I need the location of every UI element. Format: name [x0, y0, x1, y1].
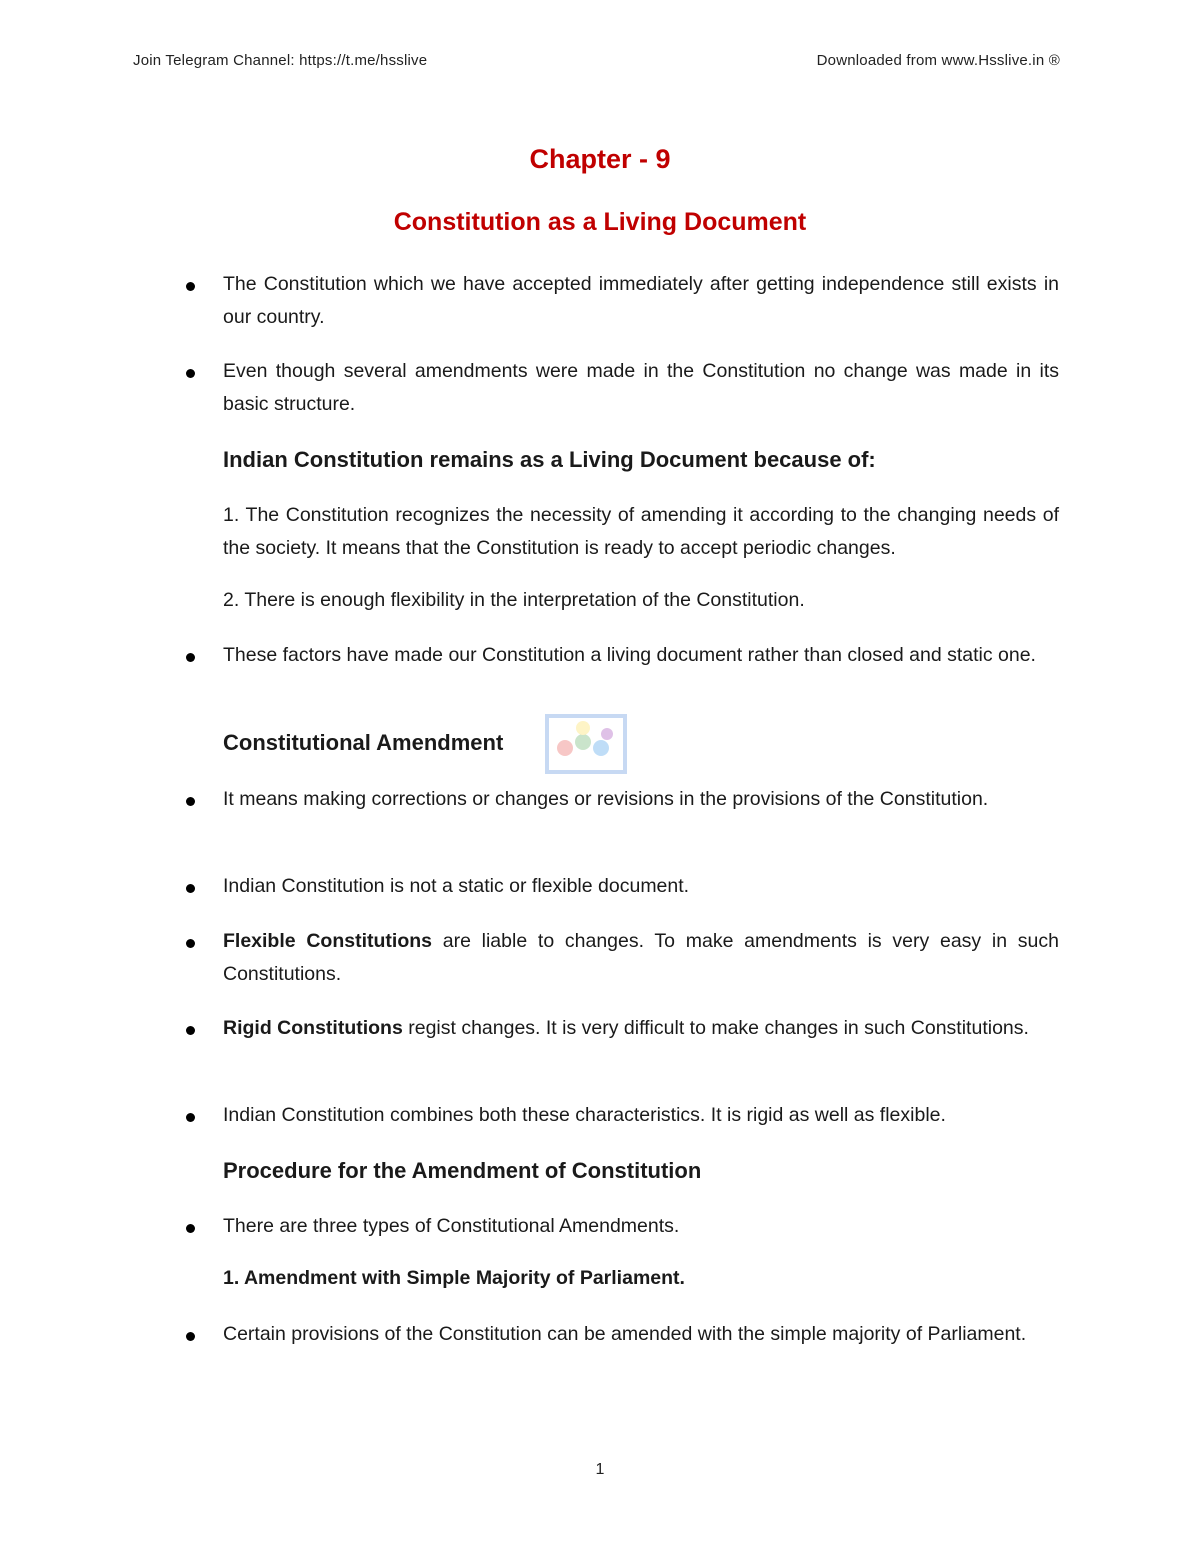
document-title: Constitution as a Living Document — [393, 208, 807, 236]
bullet-dot — [186, 797, 195, 806]
bullet-dot — [186, 1113, 195, 1122]
header-telegram-text: Join Telegram Channel: https://t.me/hsslive — [133, 52, 428, 69]
list-item: It means making corrections or changes or revisions in the provisions of the Constitution. — [223, 788, 989, 810]
section-heading-procedure: Procedure for the Amendment of Constitution — [223, 1158, 702, 1183]
section-heading-constitutional-amendment: Constitutional Amendment — [223, 730, 504, 755]
bullet-dot — [186, 369, 195, 378]
flexible-constitutions-term: Flexible Constitutions — [223, 930, 432, 952]
list-item: Indian Constitution combines both these characteristics. It is rigid as well as flexible. — [223, 1104, 946, 1126]
hsslive-logo-icon — [543, 712, 629, 784]
flexible-constitutions-text: are liable to changes. To make amendments is very easy in such Constitutions. — [223, 930, 1059, 985]
bullet-dot — [186, 884, 195, 893]
list-item: Certain provisions of the Constitution can be amended with the simple majority of Parliament. — [223, 1323, 1027, 1345]
bullet-dot — [186, 939, 195, 948]
list-item: Even though several amendments were made in the Constitution no change was made in its basic structure. — [223, 360, 1059, 415]
list-item-rigid — [223, 1012, 1059, 1045]
bullet-dot — [186, 282, 195, 291]
rigid-constitutions-term: Rigid Constitutions — [223, 1017, 403, 1039]
bullet-dot — [186, 1224, 195, 1233]
page-number: 1 — [595, 1461, 605, 1478]
section-heading-living-document: Indian Constitution remains as a Living Document because of: — [223, 447, 876, 472]
chapter-title: Chapter - 9 — [529, 144, 671, 174]
list-item-flexible — [223, 925, 1059, 991]
bullet-dot — [186, 1026, 195, 1035]
bullet-dot — [186, 653, 195, 662]
numbered-point: 1. The Constitution recognizes the necessity of amending it according to the changing needs of the society. It means that the Constitution is ready to accept periodic changes. — [223, 504, 1059, 559]
list-item: There are three types of Constitutional Amendments. — [223, 1215, 680, 1237]
list-item: Indian Constitution is not a static or flexible document. — [223, 875, 690, 897]
rigid-constitutions-text: regist changes. It is very difficult to make changes in such Constitutions. — [402, 1017, 1029, 1039]
list-item: These factors have made our Constitution a living document rather than closed and static one. — [223, 644, 1036, 666]
bullet-dot — [186, 1332, 195, 1341]
header-download-text: Downloaded from www.Hsslive.in ® — [816, 52, 1060, 69]
numbered-point: 2. There is enough flexibility in the interpretation of the Constitution. — [223, 589, 805, 611]
subheading-simple-majority: 1. Amendment with Simple Majority of Parliament. — [223, 1267, 685, 1289]
list-item: The Constitution which we have accepted immediately after getting independence still exists in our country. — [223, 273, 1059, 328]
